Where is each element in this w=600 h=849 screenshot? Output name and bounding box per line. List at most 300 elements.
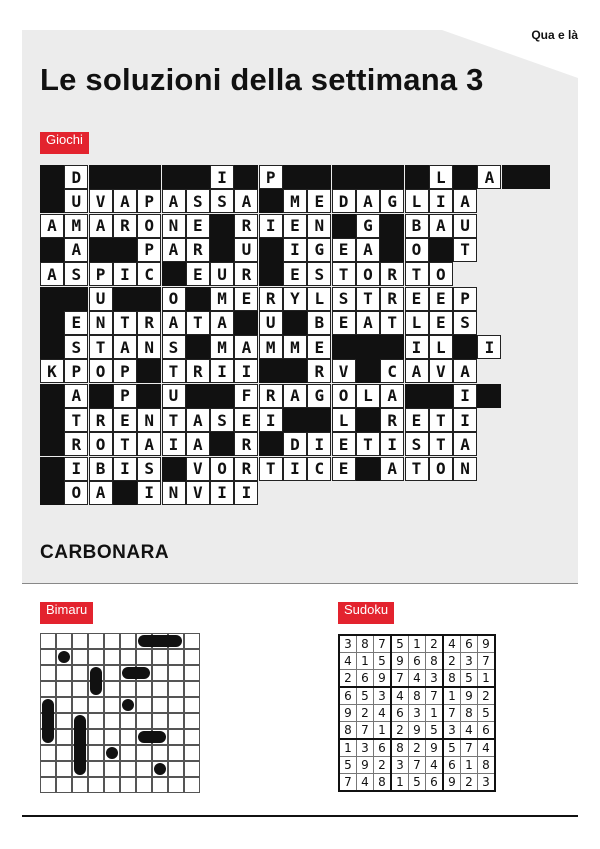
crossword-cell: A	[162, 311, 186, 335]
crossword-cell: I	[234, 359, 258, 383]
crossword-black-cell	[453, 165, 477, 189]
sudoku-cell: 3	[461, 653, 478, 670]
bimaru-cell	[40, 665, 56, 681]
crossword-cell: E	[283, 214, 307, 238]
crossword-cell: R	[137, 311, 161, 335]
sudoku-cell: 1	[339, 739, 357, 757]
sudoku-cell: 5	[357, 687, 374, 705]
bimaru-cell	[120, 777, 136, 793]
crossword-black-cell	[429, 238, 453, 262]
crossword-black-cell	[89, 238, 113, 262]
crossword-black-cell	[137, 165, 161, 189]
sudoku-cell: 1	[426, 705, 444, 722]
crossword-black-cell	[283, 359, 307, 383]
crossword-cell: T	[332, 262, 356, 286]
bimaru-cell	[72, 649, 88, 665]
crossword-black-cell	[64, 287, 88, 311]
crossword-cell: T	[405, 457, 429, 481]
crossword-black-cell	[40, 457, 64, 481]
crossword-black-cell	[405, 384, 429, 408]
sudoku-cell: 7	[478, 653, 496, 670]
crossword-cell: A	[453, 432, 477, 456]
bimaru-grid	[40, 633, 200, 793]
bimaru-cell	[184, 697, 200, 713]
bimaru-cell	[168, 729, 184, 745]
bimaru-cell	[104, 729, 120, 745]
sudoku-cell: 5	[409, 774, 426, 792]
crossword-cell: S	[210, 408, 234, 432]
sudoku-cell: 5	[339, 757, 357, 774]
bimaru-cell	[152, 777, 168, 793]
bimaru-cell	[136, 681, 152, 697]
bimaru-cell	[152, 697, 168, 713]
bimaru-ship	[106, 747, 118, 759]
crossword-cell: N	[137, 335, 161, 359]
crossword-black-cell	[283, 311, 307, 335]
sudoku-cell: 1	[374, 722, 392, 740]
crossword-cell: K	[40, 359, 64, 383]
bimaru-cell	[104, 681, 120, 697]
crossword-black-cell	[210, 384, 234, 408]
crossword-cell: A	[210, 311, 234, 335]
crossword-cell: I	[283, 457, 307, 481]
bimaru-cell	[136, 649, 152, 665]
sudoku-cell: 3	[443, 722, 461, 740]
crossword-cell: O	[137, 214, 161, 238]
bimaru-cell	[88, 713, 104, 729]
crossword-cell: N	[137, 408, 161, 432]
crossword-cell: E	[332, 432, 356, 456]
bimaru-cell	[88, 777, 104, 793]
crossword-cell: O	[405, 238, 429, 262]
crossword-black-cell	[380, 335, 404, 359]
crossword-black-cell	[40, 287, 64, 311]
crossword-black-cell	[502, 165, 526, 189]
crossword-black-cell	[186, 287, 210, 311]
bimaru-cell	[56, 729, 72, 745]
crossword-label: Giochi	[40, 132, 89, 154]
crossword-cell: I	[429, 189, 453, 213]
crossword-black-cell	[332, 165, 356, 189]
sudoku-cell: 8	[426, 653, 444, 670]
bimaru-cell	[152, 665, 168, 681]
crossword-cell: O	[162, 287, 186, 311]
sudoku-cell: 5	[374, 653, 392, 670]
sudoku-cell: 5	[426, 722, 444, 740]
sudoku-cell: 1	[409, 635, 426, 653]
crossword-cell: R	[307, 359, 331, 383]
sudoku-cell: 2	[426, 635, 444, 653]
crossword-black-cell	[89, 165, 113, 189]
crossword-black-cell	[453, 335, 477, 359]
crossword-cell: O	[429, 457, 453, 481]
bimaru-cell	[136, 761, 152, 777]
bimaru-cell	[72, 697, 88, 713]
crossword-cell: A	[64, 384, 88, 408]
sudoku-cell: 2	[357, 705, 374, 722]
crossword-black-cell	[40, 432, 64, 456]
crossword-cell: A	[477, 165, 501, 189]
crossword-cell: A	[356, 189, 380, 213]
sudoku-cell: 6	[409, 653, 426, 670]
crossword-cell: A	[64, 238, 88, 262]
crossword-black-cell	[40, 189, 64, 213]
sudoku-cell: 9	[478, 635, 496, 653]
sudoku-cell: 4	[374, 705, 392, 722]
bimaru-cell	[56, 633, 72, 649]
crossword-cell: O	[429, 262, 453, 286]
crossword-black-cell	[283, 165, 307, 189]
crossword-cell: S	[405, 432, 429, 456]
bimaru-cell	[168, 713, 184, 729]
crossword-cell: A	[380, 457, 404, 481]
bimaru-cell	[72, 681, 88, 697]
bimaru-cell	[120, 633, 136, 649]
bimaru-cell	[120, 729, 136, 745]
crossword-cell: E	[307, 189, 331, 213]
crossword-cell: P	[64, 359, 88, 383]
crossword-cell: I	[64, 457, 88, 481]
crossword-cell: U	[64, 189, 88, 213]
crossword-cell: S	[162, 335, 186, 359]
crossword-cell: E	[405, 287, 429, 311]
crossword-cell: U	[210, 262, 234, 286]
crossword-cell: M	[283, 335, 307, 359]
crossword-cell: V	[429, 359, 453, 383]
crossword-cell: R	[89, 408, 113, 432]
crossword-cell: T	[380, 311, 404, 335]
crossword-cell: A	[356, 311, 380, 335]
sudoku-cell: 1	[478, 670, 496, 688]
crossword-cell: Y	[283, 287, 307, 311]
crossword-black-cell	[356, 335, 380, 359]
sudoku-cell: 5	[443, 739, 461, 757]
crossword-cell: T	[113, 432, 137, 456]
sudoku-cell: 4	[409, 670, 426, 688]
crossword-cell: I	[380, 432, 404, 456]
crossword-cell: A	[186, 408, 210, 432]
crossword-black-cell	[113, 481, 137, 505]
sudoku-cell: 8	[443, 670, 461, 688]
bimaru-cell	[136, 697, 152, 713]
sudoku-cell: 7	[339, 774, 357, 792]
crossword-cell: P	[453, 287, 477, 311]
crossword-cell: T	[429, 408, 453, 432]
crossword-cell: T	[89, 335, 113, 359]
crossword-cell: A	[40, 214, 64, 238]
crossword-cell: R	[186, 238, 210, 262]
sudoku-cell: 7	[409, 757, 426, 774]
crossword-cell: T	[405, 262, 429, 286]
crossword-cell: A	[162, 189, 186, 213]
crossword-cell: U	[89, 287, 113, 311]
crossword-cell: A	[380, 384, 404, 408]
crossword-cell: R	[380, 287, 404, 311]
crossword-cell: E	[429, 287, 453, 311]
crossword-black-cell	[356, 359, 380, 383]
crossword-cell: I	[259, 214, 283, 238]
crossword-cell: A	[234, 335, 258, 359]
bimaru-cell	[184, 745, 200, 761]
sudoku-cell: 7	[357, 722, 374, 740]
crossword-cell: T	[64, 408, 88, 432]
bimaru-cell	[56, 745, 72, 761]
sudoku-cell: 6	[443, 757, 461, 774]
crossword-cell: T	[162, 408, 186, 432]
bimaru-cell	[184, 713, 200, 729]
crossword-cell: P	[113, 384, 137, 408]
crossword-cell: A	[89, 481, 113, 505]
sudoku-label: Sudoku	[338, 602, 394, 624]
bimaru-ship	[58, 651, 70, 663]
crossword-cell: B	[89, 457, 113, 481]
bimaru-ship	[122, 699, 134, 711]
crossword-cell: R	[259, 287, 283, 311]
bimaru-cell	[184, 633, 200, 649]
sudoku-cell: 5	[461, 670, 478, 688]
crossword-cell: I	[210, 165, 234, 189]
bimaru-cell	[72, 777, 88, 793]
crossword-black-cell	[137, 287, 161, 311]
bimaru-cell	[88, 697, 104, 713]
crossword-cell: U	[234, 238, 258, 262]
bimaru-cell	[168, 665, 184, 681]
crossword-cell: R	[259, 384, 283, 408]
bimaru-cell	[104, 697, 120, 713]
bimaru-ship	[42, 699, 54, 743]
crossword-cell: M	[64, 214, 88, 238]
bimaru-cell	[120, 745, 136, 761]
bimaru-cell	[40, 777, 56, 793]
crossword-black-cell	[526, 165, 550, 189]
bimaru-ship	[138, 731, 166, 743]
crossword-cell: D	[64, 165, 88, 189]
sudoku-cell: 2	[443, 653, 461, 670]
crossword-cell: L	[332, 408, 356, 432]
sudoku-cell: 2	[461, 774, 478, 792]
crossword-cell: R	[186, 359, 210, 383]
sudoku-cell: 9	[357, 757, 374, 774]
bimaru-cell	[72, 665, 88, 681]
bimaru-cell	[88, 761, 104, 777]
crossword-cell: A	[137, 432, 161, 456]
crossword-cell: L	[429, 165, 453, 189]
crossword-cell: E	[186, 262, 210, 286]
crossword-cell: V	[186, 481, 210, 505]
crossword-cell: E	[307, 335, 331, 359]
sudoku-cell: 8	[374, 774, 392, 792]
bimaru-cell	[184, 649, 200, 665]
crossword-cell: T	[429, 432, 453, 456]
sudoku-cell: 4	[478, 739, 496, 757]
crossword-cell: E	[405, 408, 429, 432]
crossword-cell: A	[429, 214, 453, 238]
sudoku-cell: 4	[461, 722, 478, 740]
bimaru-cell	[88, 649, 104, 665]
crossword-black-cell	[380, 214, 404, 238]
crossword-cell: R	[234, 432, 258, 456]
bimaru-cell	[168, 681, 184, 697]
crossword-answer: CARBONARA	[40, 542, 170, 563]
bimaru-cell	[56, 681, 72, 697]
bimaru-cell	[40, 649, 56, 665]
crossword-cell: I	[477, 335, 501, 359]
crossword-cell: O	[210, 457, 234, 481]
crossword-black-cell	[113, 238, 137, 262]
bimaru-ship	[138, 635, 182, 647]
section-tag: Qua e là	[531, 28, 578, 42]
bimaru-cell	[104, 665, 120, 681]
crossword-black-cell	[210, 432, 234, 456]
crossword-cell: B	[405, 214, 429, 238]
sudoku-cell: 3	[339, 635, 357, 653]
sudoku-cell: 2	[339, 670, 357, 688]
crossword-black-cell	[40, 238, 64, 262]
crossword-cell: R	[64, 432, 88, 456]
crossword-black-cell	[137, 384, 161, 408]
crossword-cell: T	[259, 457, 283, 481]
crossword-cell: R	[234, 214, 258, 238]
sudoku-cell: 8	[391, 739, 409, 757]
sudoku-cell: 8	[409, 687, 426, 705]
crossword-cell: E	[429, 311, 453, 335]
sudoku-cell: 3	[391, 757, 409, 774]
crossword-cell: S	[210, 189, 234, 213]
crossword-cell: N	[89, 311, 113, 335]
sudoku-cell: 4	[339, 653, 357, 670]
sudoku-cell: 9	[339, 705, 357, 722]
crossword-cell: T	[113, 311, 137, 335]
sudoku-cell: 6	[478, 722, 496, 740]
crossword-cell: C	[137, 262, 161, 286]
bimaru-cell	[168, 697, 184, 713]
sudoku-cell: 4	[357, 774, 374, 792]
crossword-black-cell	[234, 311, 258, 335]
bimaru-cell	[120, 649, 136, 665]
bimaru-cell	[120, 681, 136, 697]
crossword-cell: N	[162, 481, 186, 505]
crossword-cell: R	[234, 262, 258, 286]
bimaru-cell	[136, 777, 152, 793]
bimaru-cell	[104, 633, 120, 649]
crossword-cell: E	[64, 311, 88, 335]
crossword-cell: S	[64, 262, 88, 286]
bottom-rule	[22, 815, 578, 817]
crossword-cell: L	[307, 287, 331, 311]
crossword-cell: S	[186, 189, 210, 213]
crossword-black-cell	[332, 335, 356, 359]
sudoku-cell: 6	[426, 774, 444, 792]
crossword-cell: N	[162, 214, 186, 238]
crossword-cell: T	[186, 311, 210, 335]
crossword-cell: O	[332, 384, 356, 408]
crossword-cell: I	[137, 481, 161, 505]
sudoku-cell: 9	[461, 687, 478, 705]
sudoku-cell: 9	[374, 670, 392, 688]
bimaru-cell	[168, 745, 184, 761]
sudoku-cell: 9	[426, 739, 444, 757]
crossword-black-cell	[477, 384, 501, 408]
crossword-cell: O	[89, 359, 113, 383]
crossword-cell: A	[356, 238, 380, 262]
sudoku-cell: 4	[443, 635, 461, 653]
crossword-black-cell	[40, 481, 64, 505]
sudoku-cell: 6	[461, 635, 478, 653]
sudoku-cell: 7	[426, 687, 444, 705]
sudoku-cell: 8	[357, 635, 374, 653]
bimaru-cell	[56, 665, 72, 681]
crossword-cell: S	[64, 335, 88, 359]
bimaru-cell	[184, 665, 200, 681]
crossword-cell: I	[453, 384, 477, 408]
crossword-cell: N	[307, 214, 331, 238]
sudoku-cell: 3	[409, 705, 426, 722]
bimaru-cell	[88, 729, 104, 745]
crossword-black-cell	[89, 384, 113, 408]
sudoku-cell: 6	[374, 739, 392, 757]
sudoku-cell: 7	[443, 705, 461, 722]
sudoku-cell: 1	[461, 757, 478, 774]
bimaru-cell	[120, 761, 136, 777]
crossword-black-cell	[40, 335, 64, 359]
bimaru-cell	[104, 777, 120, 793]
bimaru-cell	[152, 681, 168, 697]
crossword-cell: A	[453, 189, 477, 213]
sudoku-cell: 7	[461, 739, 478, 757]
crossword-black-cell	[162, 457, 186, 481]
bimaru-cell	[168, 761, 184, 777]
crossword-black-cell	[186, 384, 210, 408]
crossword-cell: C	[307, 457, 331, 481]
crossword-black-cell	[307, 165, 331, 189]
crossword-black-cell	[234, 165, 258, 189]
crossword-cell: D	[283, 432, 307, 456]
sudoku-cell: 6	[339, 687, 357, 705]
crossword-cell: I	[210, 481, 234, 505]
crossword-cell: A	[234, 189, 258, 213]
crossword-cell: E	[113, 408, 137, 432]
sudoku-cell: 2	[478, 687, 496, 705]
crossword-cell: R	[380, 262, 404, 286]
crossword-cell: I	[162, 432, 186, 456]
bimaru-cell	[152, 649, 168, 665]
bimaru-cell	[120, 713, 136, 729]
sudoku-cell: 6	[357, 670, 374, 688]
crossword-cell: A	[113, 189, 137, 213]
section-divider	[22, 583, 578, 584]
crossword-cell: E	[234, 287, 258, 311]
crossword-cell: R	[113, 214, 137, 238]
crossword-cell: S	[137, 457, 161, 481]
crossword-cell: T	[356, 287, 380, 311]
sudoku-cell: 9	[409, 722, 426, 740]
bimaru-cell	[184, 729, 200, 745]
bimaru-cell	[104, 649, 120, 665]
bimaru-cell	[72, 633, 88, 649]
bimaru-cell	[40, 745, 56, 761]
sudoku-cell: 9	[391, 653, 409, 670]
crossword-cell: P	[137, 238, 161, 262]
bimaru-cell	[40, 761, 56, 777]
crossword-black-cell	[259, 432, 283, 456]
crossword-black-cell	[137, 359, 161, 383]
crossword-cell: P	[259, 165, 283, 189]
crossword-black-cell	[356, 457, 380, 481]
crossword-cell: A	[405, 359, 429, 383]
bimaru-cell	[184, 761, 200, 777]
crossword-cell: P	[137, 189, 161, 213]
crossword-black-cell	[380, 238, 404, 262]
